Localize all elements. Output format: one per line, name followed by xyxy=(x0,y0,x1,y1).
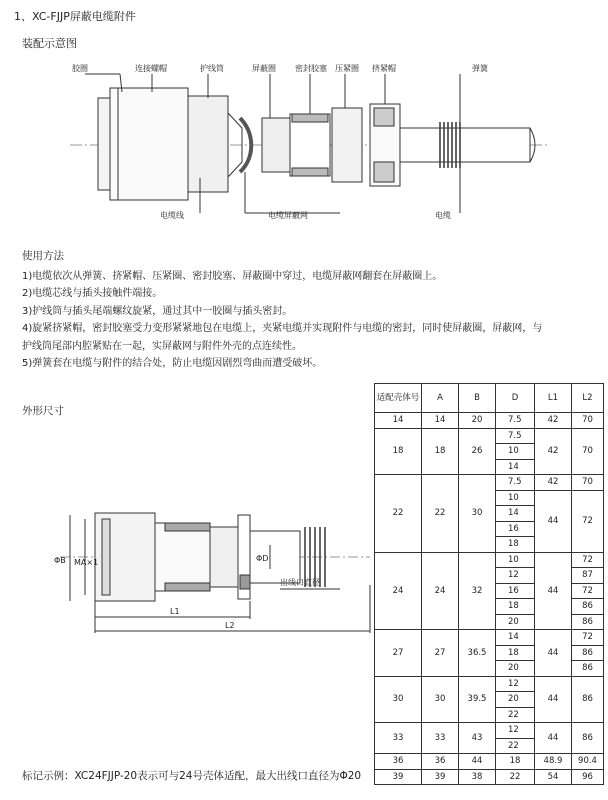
table-row: 10 44 72 xyxy=(375,490,604,506)
table-row: 18 86 xyxy=(375,645,604,661)
spec-table xyxy=(374,383,604,785)
dimensions-label: 外形尺寸 xyxy=(22,405,64,417)
usage-step: 护线筒尾部内腔紧贴在一起，实屏蔽网与附件外壳的点连续性。 xyxy=(22,340,302,352)
table-row: 12 87 xyxy=(375,568,604,584)
table-row: 14 xyxy=(375,459,604,475)
dimension-drawing xyxy=(40,505,380,635)
table-row: 36 36 44 18 48.9 90.4 xyxy=(375,754,604,770)
table-row: 18 xyxy=(375,537,604,553)
label-rubber-ring: 胶圈 xyxy=(72,64,88,73)
label-spring: 弹簧 xyxy=(472,64,488,73)
usage-step: 5)弹簧套在电缆与附件的结合处，防止电缆因剧烈弯曲而遭受破坏。 xyxy=(22,358,323,369)
label-coupling-nut: 连接螺帽 xyxy=(135,64,167,73)
table-row: 20 xyxy=(375,692,604,708)
table-row: 18 86 xyxy=(375,599,604,615)
dim-l1: L1 xyxy=(170,607,180,616)
table-row: 10 xyxy=(375,444,604,460)
table-row: 16 xyxy=(375,521,604,537)
label-seal-plug: 密封胶塞 xyxy=(295,64,327,73)
table-row: 14 xyxy=(375,506,604,522)
header-shell: 适配壳体号 xyxy=(375,384,422,413)
table-row: 14 14 20 7.5 42 70 xyxy=(375,413,604,429)
header-a: A xyxy=(422,384,459,413)
label-squeeze-cap: 挤紧帽 xyxy=(372,64,396,73)
dim-outlet: 出线口直径 xyxy=(280,578,320,587)
dim-phi-b: ΦB xyxy=(54,556,66,565)
usage-heading: 使用方法 xyxy=(22,250,64,262)
table-row: 20 86 xyxy=(375,614,604,630)
usage-step: 1)电缆依次从弹簧、挤紧帽、压紧圈、密封胶塞、屏蔽圈中穿过，电缆屏蔽网翻套在屏蔽圈上。 xyxy=(22,270,443,282)
usage-section xyxy=(22,248,602,373)
header-b: B xyxy=(459,384,496,413)
header-l2: L2 xyxy=(572,384,604,413)
header-d: D xyxy=(496,384,535,413)
header-l1: L1 xyxy=(535,384,572,413)
dim-thread: MA×1 xyxy=(74,558,99,567)
assembly-title: 装配示意图 xyxy=(22,37,77,50)
table-row: 22 xyxy=(375,707,604,723)
table-row: 39 39 38 22 54 96 xyxy=(375,769,604,785)
table-row: 20 86 xyxy=(375,661,604,677)
marking-example: 标记示例：XC24FJJP-20表示可与24号壳体适配，最大出线口直径为Φ20 xyxy=(22,770,362,782)
dim-phi-d: ΦD xyxy=(256,554,269,563)
table-row: 30 30 39.5 12 44 86 xyxy=(375,676,604,692)
label-wire-guard: 护线筒 xyxy=(200,64,224,73)
usage-step: 4)旋紧挤紧帽，密封胶塞受力变形紧紧地包在电缆上，夹紧电缆并实现附件与电缆的密封，同时使屏蔽圈，屏蔽网，与 xyxy=(22,323,543,334)
assembly-diagram xyxy=(40,58,580,228)
page-title: 1、XC-FJJP屏蔽电缆附件 xyxy=(14,10,136,23)
table-row: 16 72 xyxy=(375,583,604,599)
usage-step: 2)电缆芯线与插头接触件端接。 xyxy=(22,288,163,299)
usage-step: 3)护线筒与插头尾端螺纹旋紧，通过其中一胶圈与插头密封。 xyxy=(22,305,293,317)
table-row: 22 xyxy=(375,738,604,754)
table-row: 22 22 30 7.5 42 70 xyxy=(375,475,604,491)
label-cable-wire: 电缆线 xyxy=(160,211,184,220)
label-cable: 电缆 xyxy=(435,211,451,220)
table-row: 24 24 32 10 44 72 xyxy=(375,552,604,568)
table-row: 33 33 43 12 44 86 xyxy=(375,723,604,739)
table-row: 27 27 36.5 14 44 72 xyxy=(375,630,604,646)
label-clamp-ring: 压紧圈 xyxy=(335,64,359,73)
label-shield-ring: 屏蔽圈 xyxy=(252,64,276,73)
dim-l2: L2 xyxy=(225,621,235,630)
table-row: 18 18 26 7.5 42 70 xyxy=(375,428,604,444)
label-cable-shield: 电缆屏蔽网 xyxy=(268,211,308,220)
